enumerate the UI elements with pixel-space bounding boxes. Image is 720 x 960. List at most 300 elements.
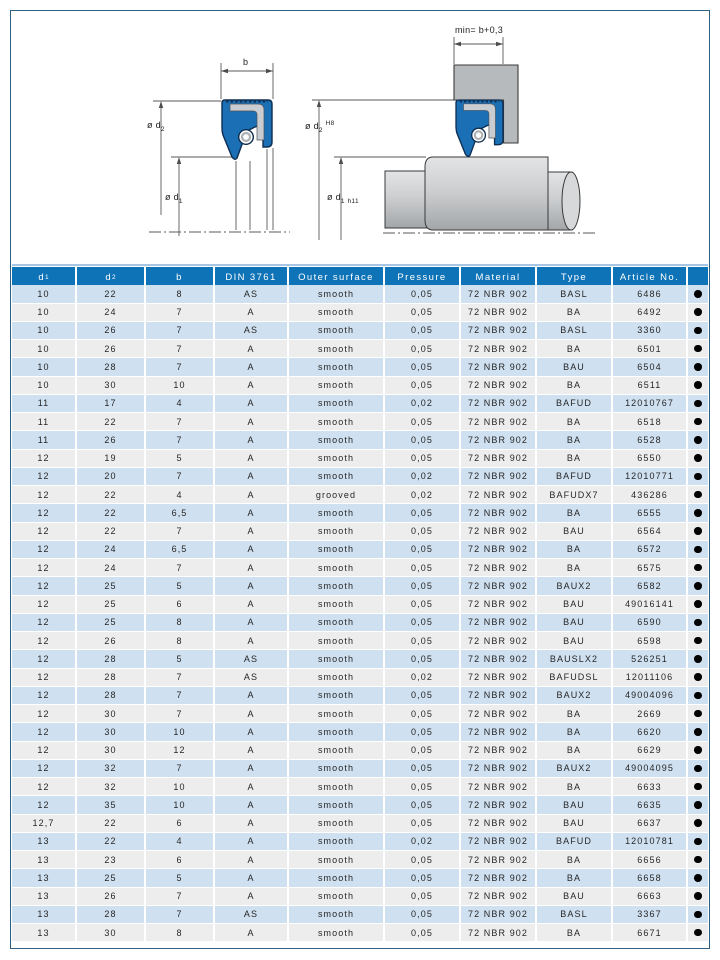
table-cell: 72 NBR 902 bbox=[461, 395, 535, 412]
table-cell: 6 bbox=[146, 815, 213, 832]
availability-dot bbox=[694, 381, 702, 389]
availability-dot bbox=[694, 546, 702, 554]
availability-cell bbox=[688, 358, 708, 375]
table-cell: 0,05 bbox=[385, 796, 459, 813]
availability-cell bbox=[688, 559, 708, 576]
table-cell: A bbox=[215, 851, 287, 868]
table-cell: 22 bbox=[77, 833, 144, 850]
table-cell: 72 NBR 902 bbox=[461, 723, 535, 740]
table-cell: 6504 bbox=[613, 358, 686, 375]
table-cell: smooth bbox=[289, 705, 383, 722]
table-cell: 22 bbox=[77, 413, 144, 430]
table-cell: 12010781 bbox=[613, 833, 686, 850]
table-cell: 0,05 bbox=[385, 541, 459, 558]
availability-cell bbox=[688, 413, 708, 430]
table-cell: BAFUD bbox=[537, 468, 611, 485]
table-cell: 12 bbox=[12, 577, 75, 594]
table-cell: A bbox=[215, 742, 287, 759]
table-cell: 13 bbox=[12, 833, 75, 850]
table-cell: 0,05 bbox=[385, 742, 459, 759]
table-cell: 30 bbox=[77, 742, 144, 759]
table-cell: smooth bbox=[289, 888, 383, 905]
table-cell: A bbox=[215, 413, 287, 430]
table-cell: 0,05 bbox=[385, 504, 459, 521]
table-cell: 0,05 bbox=[385, 815, 459, 832]
table-cell: 8 bbox=[146, 924, 213, 941]
availability-dot bbox=[694, 600, 702, 608]
table-cell: BA bbox=[537, 431, 611, 448]
availability-dot bbox=[694, 527, 702, 535]
table-cell: 12010767 bbox=[613, 395, 686, 412]
table-cell: 6555 bbox=[613, 504, 686, 521]
table-cell: 17 bbox=[77, 395, 144, 412]
table-cell: 0,05 bbox=[385, 322, 459, 339]
table-cell: 0,05 bbox=[385, 304, 459, 321]
table-cell: 6629 bbox=[613, 742, 686, 759]
table-cell: smooth bbox=[289, 523, 383, 540]
table-cell: 0,05 bbox=[385, 377, 459, 394]
table-cell: 49004095 bbox=[613, 760, 686, 777]
availability-cell bbox=[688, 377, 708, 394]
table-cell: 12 bbox=[12, 468, 75, 485]
table-cell: 5 bbox=[146, 869, 213, 886]
table-cell: smooth bbox=[289, 340, 383, 357]
table-cell: A bbox=[215, 924, 287, 941]
table-cell: 4 bbox=[146, 833, 213, 850]
availability-dot bbox=[694, 619, 702, 627]
table-cell: A bbox=[215, 541, 287, 558]
table-cell: smooth bbox=[289, 322, 383, 339]
table-cell: A bbox=[215, 705, 287, 722]
table-cell: A bbox=[215, 431, 287, 448]
table-top-rule bbox=[12, 264, 708, 266]
table-cell: smooth bbox=[289, 687, 383, 704]
availability-cell bbox=[688, 869, 708, 886]
table-cell: 72 NBR 902 bbox=[461, 377, 535, 394]
table-cell: 22 bbox=[77, 523, 144, 540]
table-cell: smooth bbox=[289, 468, 383, 485]
table-cell: 72 NBR 902 bbox=[461, 504, 535, 521]
table-cell: BA bbox=[537, 559, 611, 576]
table-cell: 7 bbox=[146, 431, 213, 448]
table-cell: 10 bbox=[12, 285, 75, 302]
table-cell: 22 bbox=[77, 486, 144, 503]
table-cell: 0,05 bbox=[385, 340, 459, 357]
availability-dot bbox=[694, 582, 702, 590]
table-cell: A bbox=[215, 632, 287, 649]
table-cell: 6658 bbox=[613, 869, 686, 886]
table-cell: 12 bbox=[12, 450, 75, 467]
availability-dot bbox=[694, 801, 702, 809]
table-cell: 72 NBR 902 bbox=[461, 468, 535, 485]
column-header: Pressure bbox=[385, 267, 459, 287]
availability-dot bbox=[694, 710, 702, 718]
table-cell: 7 bbox=[146, 687, 213, 704]
table-cell: 72 NBR 902 bbox=[461, 304, 535, 321]
table-cell: BAUX2 bbox=[537, 577, 611, 594]
table-cell: BAU bbox=[537, 523, 611, 540]
table-cell: 20 bbox=[77, 468, 144, 485]
table-cell: 436286 bbox=[613, 486, 686, 503]
availability-dot bbox=[694, 327, 702, 335]
table-cell: 72 NBR 902 bbox=[461, 413, 535, 430]
table-cell: smooth bbox=[289, 869, 383, 886]
availability-cell bbox=[688, 760, 708, 777]
table-cell: BA bbox=[537, 304, 611, 321]
availability-cell bbox=[688, 723, 708, 740]
table-cell: 72 NBR 902 bbox=[461, 450, 535, 467]
availability-dot bbox=[694, 637, 702, 645]
availability-dot bbox=[694, 308, 702, 316]
table-cell: 72 NBR 902 bbox=[461, 778, 535, 795]
table-cell: 6633 bbox=[613, 778, 686, 795]
table-cell: 72 NBR 902 bbox=[461, 285, 535, 302]
table-cell: 12010771 bbox=[613, 468, 686, 485]
table-cell: 6663 bbox=[613, 888, 686, 905]
table-cell: 0,05 bbox=[385, 869, 459, 886]
table-cell: 7 bbox=[146, 468, 213, 485]
table-cell: 12 bbox=[12, 760, 75, 777]
table-cell: 72 NBR 902 bbox=[461, 669, 535, 686]
table-cell: BA bbox=[537, 377, 611, 394]
table-cell: 6637 bbox=[613, 815, 686, 832]
table-cell: 12 bbox=[12, 778, 75, 795]
table-cell: BAU bbox=[537, 796, 611, 813]
table-cell: BAUX2 bbox=[537, 687, 611, 704]
table-cell: 10 bbox=[12, 340, 75, 357]
availability-cell bbox=[688, 778, 708, 795]
table-cell: 12 bbox=[12, 705, 75, 722]
table-cell: smooth bbox=[289, 413, 383, 430]
table-cell: A bbox=[215, 614, 287, 631]
table-cell: smooth bbox=[289, 285, 383, 302]
table-cell: 72 NBR 902 bbox=[461, 358, 535, 375]
availability-dot bbox=[694, 856, 702, 864]
table-cell: 12 bbox=[146, 742, 213, 759]
table-cell: 24 bbox=[77, 304, 144, 321]
table-cell: 526251 bbox=[613, 650, 686, 667]
table-cell: A bbox=[215, 358, 287, 375]
table-cell: 7 bbox=[146, 705, 213, 722]
table-cell: 72 NBR 902 bbox=[461, 833, 535, 850]
table-cell: A bbox=[215, 577, 287, 594]
table-cell: 0,05 bbox=[385, 723, 459, 740]
table-cell: 12011106 bbox=[613, 669, 686, 686]
table-cell: BA bbox=[537, 450, 611, 467]
diagram-seal-mounted bbox=[312, 37, 595, 240]
availability-dot bbox=[694, 819, 702, 827]
table-cell: 0,05 bbox=[385, 523, 459, 540]
table-cell: smooth bbox=[289, 650, 383, 667]
availability-cell bbox=[688, 504, 708, 521]
table-cell: 72 NBR 902 bbox=[461, 906, 535, 923]
table-cell: 12 bbox=[12, 742, 75, 759]
column-header: d 2 bbox=[77, 267, 144, 287]
table-cell: 0,02 bbox=[385, 395, 459, 412]
table-cell: A bbox=[215, 833, 287, 850]
table-cell: 72 NBR 902 bbox=[461, 869, 535, 886]
table-cell: A bbox=[215, 815, 287, 832]
table-cell: 5 bbox=[146, 450, 213, 467]
table-cell: 6550 bbox=[613, 450, 686, 467]
table-cell: A bbox=[215, 504, 287, 521]
availability-cell bbox=[688, 340, 708, 357]
table-cell: smooth bbox=[289, 450, 383, 467]
availability-dot bbox=[694, 345, 702, 353]
table-cell: 7 bbox=[146, 906, 213, 923]
availability-cell bbox=[688, 851, 708, 868]
table-cell: smooth bbox=[289, 723, 383, 740]
table-cell: 0,05 bbox=[385, 650, 459, 667]
availability-dot bbox=[694, 400, 702, 408]
table-cell: 6635 bbox=[613, 796, 686, 813]
table-cell: 72 NBR 902 bbox=[461, 888, 535, 905]
table-cell: 24 bbox=[77, 541, 144, 558]
table-cell: 6518 bbox=[613, 413, 686, 430]
table-cell: smooth bbox=[289, 431, 383, 448]
table-cell: 32 bbox=[77, 778, 144, 795]
table-cell: 72 NBR 902 bbox=[461, 523, 535, 540]
table-cell: 28 bbox=[77, 650, 144, 667]
availability-dot bbox=[694, 418, 702, 426]
dim-label-d2: ø $d_2$ bbox=[147, 120, 165, 133]
table-cell: 0,05 bbox=[385, 450, 459, 467]
table-cell: A bbox=[215, 486, 287, 503]
table-cell: BAU bbox=[537, 358, 611, 375]
table-cell: smooth bbox=[289, 541, 383, 558]
availability-cell bbox=[688, 924, 708, 941]
table-cell: 6501 bbox=[613, 340, 686, 357]
table-cell: 12 bbox=[12, 504, 75, 521]
availability-dot bbox=[694, 564, 702, 572]
table-cell: smooth bbox=[289, 614, 383, 631]
column-header bbox=[688, 267, 708, 287]
table-cell: 13 bbox=[12, 869, 75, 886]
column-header: DIN 3761 bbox=[215, 267, 287, 287]
table-cell: BASL bbox=[537, 322, 611, 339]
table-cell: 19 bbox=[77, 450, 144, 467]
table-cell: 35 bbox=[77, 796, 144, 813]
table-cell: 6 bbox=[146, 596, 213, 613]
availability-cell bbox=[688, 742, 708, 759]
table-cell: A bbox=[215, 377, 287, 394]
table-cell: 13 bbox=[12, 906, 75, 923]
seal-cross-section bbox=[222, 100, 272, 159]
diagram-seal-section bbox=[149, 63, 290, 236]
table-cell: 26 bbox=[77, 888, 144, 905]
table-cell: 72 NBR 902 bbox=[461, 760, 535, 777]
table-cell: 7 bbox=[146, 888, 213, 905]
availability-dot bbox=[694, 746, 702, 754]
table-cell: BA bbox=[537, 541, 611, 558]
table-cell: 12 bbox=[12, 669, 75, 686]
table-cell: smooth bbox=[289, 358, 383, 375]
table-cell: smooth bbox=[289, 504, 383, 521]
table-cell: smooth bbox=[289, 742, 383, 759]
table-cell: 11 bbox=[12, 395, 75, 412]
table-cell: 72 NBR 902 bbox=[461, 705, 535, 722]
table-cell: 72 NBR 902 bbox=[461, 322, 535, 339]
table-cell: 12 bbox=[12, 523, 75, 540]
table-cell: 10 bbox=[146, 723, 213, 740]
table-cell: 72 NBR 902 bbox=[461, 796, 535, 813]
seal-drawing-svg bbox=[0, 0, 720, 262]
availability-dot bbox=[694, 473, 702, 481]
table-cell: 12 bbox=[12, 796, 75, 813]
table-cell: smooth bbox=[289, 796, 383, 813]
table-cell: 72 NBR 902 bbox=[461, 596, 535, 613]
table-cell: 10 bbox=[146, 377, 213, 394]
table-cell: 0,05 bbox=[385, 596, 459, 613]
table-cell: A bbox=[215, 559, 287, 576]
availability-cell bbox=[688, 705, 708, 722]
dim-label-d1: ø $d_1$ bbox=[165, 192, 183, 205]
table-cell: 0,02 bbox=[385, 669, 459, 686]
table-cell: 12 bbox=[12, 541, 75, 558]
table-cell: BA bbox=[537, 723, 611, 740]
dim-label-d1-h11: ø $d_1$ $_{h11}$ bbox=[327, 192, 359, 205]
table-cell: A bbox=[215, 395, 287, 412]
table-cell: 24 bbox=[77, 559, 144, 576]
table-cell: 25 bbox=[77, 596, 144, 613]
table-cell: 6 bbox=[146, 851, 213, 868]
availability-cell bbox=[688, 541, 708, 558]
table-cell: 0,05 bbox=[385, 559, 459, 576]
table-cell: 6528 bbox=[613, 431, 686, 448]
table-cell: BA bbox=[537, 413, 611, 430]
availability-cell bbox=[688, 486, 708, 503]
table-cell: 10 bbox=[12, 377, 75, 394]
table-cell: 4 bbox=[146, 395, 213, 412]
table-cell: 6590 bbox=[613, 614, 686, 631]
table-cell: 10 bbox=[12, 358, 75, 375]
availability-dot bbox=[694, 874, 702, 882]
table-cell: BA bbox=[537, 742, 611, 759]
table-cell: 30 bbox=[77, 723, 144, 740]
availability-dot bbox=[694, 509, 702, 517]
table-cell: 6598 bbox=[613, 632, 686, 649]
table-cell: 8 bbox=[146, 632, 213, 649]
table-cell: BAU bbox=[537, 888, 611, 905]
table-cell: 6511 bbox=[613, 377, 686, 394]
table-cell: 12 bbox=[12, 596, 75, 613]
table-cell: 0,05 bbox=[385, 358, 459, 375]
table-cell: smooth bbox=[289, 632, 383, 649]
table-cell: 30 bbox=[77, 377, 144, 394]
table-cell: 6,5 bbox=[146, 504, 213, 521]
table-cell: 6656 bbox=[613, 851, 686, 868]
table-cell: 30 bbox=[77, 924, 144, 941]
table-cell: 72 NBR 902 bbox=[461, 687, 535, 704]
table-cell: 26 bbox=[77, 340, 144, 357]
table-cell: AS bbox=[215, 906, 287, 923]
availability-dot bbox=[694, 491, 702, 499]
table-cell: BA bbox=[537, 340, 611, 357]
table-cell: 12 bbox=[12, 632, 75, 649]
table-cell: 7 bbox=[146, 760, 213, 777]
table-cell: 26 bbox=[77, 322, 144, 339]
table-cell: 13 bbox=[12, 888, 75, 905]
availability-cell bbox=[688, 468, 708, 485]
table-cell: 72 NBR 902 bbox=[461, 815, 535, 832]
availability-cell bbox=[688, 687, 708, 704]
table-cell: A bbox=[215, 523, 287, 540]
table-cell: 13 bbox=[12, 851, 75, 868]
table-cell: 6486 bbox=[613, 285, 686, 302]
table-cell: 11 bbox=[12, 431, 75, 448]
table-cell: 0,05 bbox=[385, 705, 459, 722]
table-cell: smooth bbox=[289, 395, 383, 412]
table-cell: 12 bbox=[12, 614, 75, 631]
table-cell: BAUSLX2 bbox=[537, 650, 611, 667]
table-cell: smooth bbox=[289, 304, 383, 321]
availability-cell bbox=[688, 888, 708, 905]
availability-dot bbox=[694, 363, 702, 371]
table-cell: 23 bbox=[77, 851, 144, 868]
column-header: Material bbox=[461, 267, 535, 287]
table-cell: 3360 bbox=[613, 322, 686, 339]
availability-cell bbox=[688, 431, 708, 448]
table-cell: BAU bbox=[537, 614, 611, 631]
table-cell: smooth bbox=[289, 669, 383, 686]
availability-cell bbox=[688, 523, 708, 540]
table-cell: A bbox=[215, 778, 287, 795]
table-cell: A bbox=[215, 687, 287, 704]
table-cell: 0,05 bbox=[385, 760, 459, 777]
table-cell: 72 NBR 902 bbox=[461, 924, 535, 941]
availability-cell bbox=[688, 669, 708, 686]
table-cell: 0,05 bbox=[385, 906, 459, 923]
table-cell: 72 NBR 902 bbox=[461, 650, 535, 667]
column-header: d 1 bbox=[12, 267, 75, 287]
availability-cell bbox=[688, 906, 708, 923]
table-cell: A bbox=[215, 596, 287, 613]
availability-cell bbox=[688, 596, 708, 613]
availability-cell bbox=[688, 395, 708, 412]
availability-cell bbox=[688, 796, 708, 813]
table-cell: grooved bbox=[289, 486, 383, 503]
table-cell: smooth bbox=[289, 906, 383, 923]
spec-table-section bbox=[12, 264, 708, 941]
table-cell: BAFUD bbox=[537, 395, 611, 412]
dim-label-min: min= b+0,3 bbox=[454, 25, 504, 35]
table-cell: BASL bbox=[537, 906, 611, 923]
table-cell: 7 bbox=[146, 559, 213, 576]
column-header: Type bbox=[537, 267, 611, 287]
table-cell: 49004096 bbox=[613, 687, 686, 704]
table-cell: 3367 bbox=[613, 906, 686, 923]
table-cell: 25 bbox=[77, 869, 144, 886]
table-cell: 6575 bbox=[613, 559, 686, 576]
table-cell: 0,05 bbox=[385, 413, 459, 430]
table-cell: 0,02 bbox=[385, 486, 459, 503]
availability-dot bbox=[694, 911, 702, 919]
table-cell: BA bbox=[537, 705, 611, 722]
table-cell: 7 bbox=[146, 322, 213, 339]
table-cell: 49016141 bbox=[613, 596, 686, 613]
table-cell: 28 bbox=[77, 358, 144, 375]
table-cell: 0,05 bbox=[385, 285, 459, 302]
availability-dot bbox=[694, 692, 702, 700]
table-cell: 0,05 bbox=[385, 431, 459, 448]
table-cell: 0,05 bbox=[385, 851, 459, 868]
table-cell: BAUX2 bbox=[537, 760, 611, 777]
table-cell: 22 bbox=[77, 285, 144, 302]
table-cell: 0,05 bbox=[385, 577, 459, 594]
table-cell: 22 bbox=[77, 504, 144, 521]
availability-dot bbox=[694, 838, 702, 846]
table-cell: 6572 bbox=[613, 541, 686, 558]
